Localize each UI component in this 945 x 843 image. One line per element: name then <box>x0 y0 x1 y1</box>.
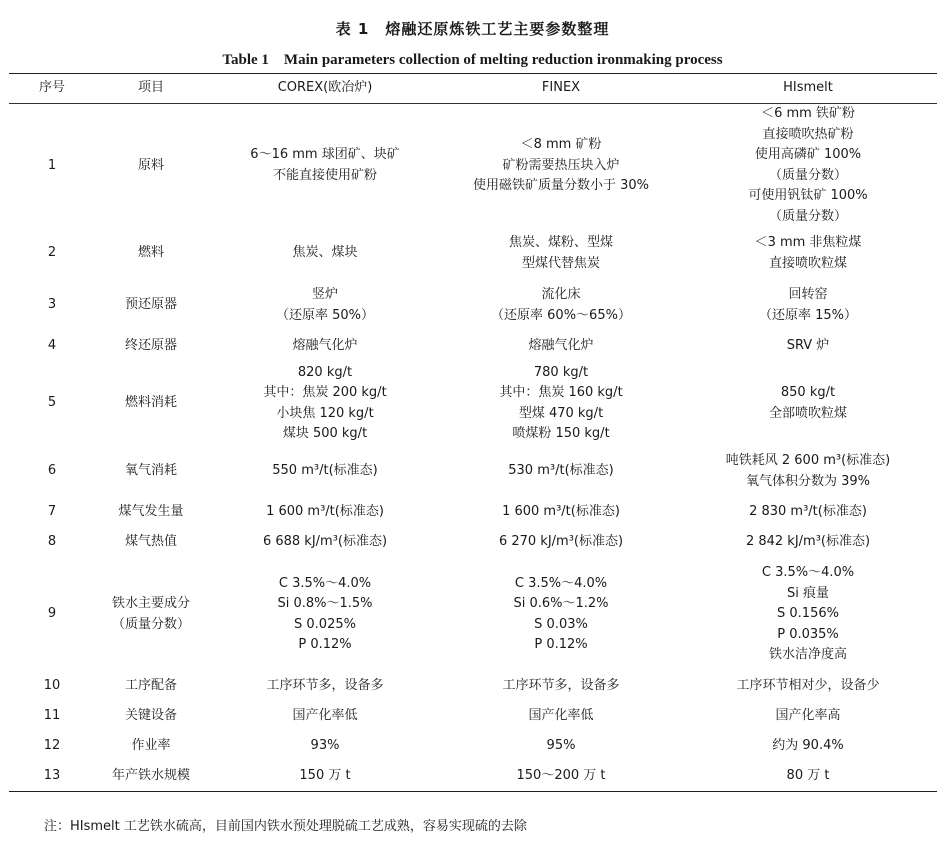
cell-no: 11 <box>43 708 61 724</box>
cell-finex <box>443 228 679 280</box>
cell-no: 9 <box>47 606 57 622</box>
cell-hismelt <box>679 362 937 446</box>
table-title-chinese: 表 1 熔融还原炼铁工艺主要参数整理 <box>335 20 610 38</box>
cell-line: 氧气体积分数为 39% <box>745 473 871 489</box>
cell-hismelt <box>679 498 937 528</box>
cell-line: 直接喷吹热矿粉 <box>762 126 854 142</box>
cell-hismelt <box>679 762 937 792</box>
cell-finex <box>443 362 679 446</box>
cell-line: （还原率 15%） <box>758 307 858 323</box>
header-hismelt: HIsmelt <box>679 74 937 104</box>
cell-corex <box>207 558 443 672</box>
table-row <box>9 104 937 228</box>
cell-line: 使用高磷矿 100% <box>754 147 862 163</box>
cell-line: 煤气热值 <box>124 534 177 550</box>
table-row <box>9 732 937 762</box>
cell-hismelt <box>679 280 937 332</box>
table-row <box>9 228 937 280</box>
cell-line: 煤块 500 kg/t <box>282 426 368 441</box>
cell-line: S 0.025% <box>294 616 356 632</box>
table-header-row <box>9 74 937 104</box>
cell-corex <box>207 528 443 558</box>
cell-corex <box>207 732 443 762</box>
cell-finex <box>443 672 679 702</box>
cell-line: 80 万 t <box>786 768 830 783</box>
cell-line: 焦炭、煤粉、型煤 <box>508 235 613 250</box>
cell-line: 550 m³/t(标准态) <box>272 463 378 479</box>
cell-corex <box>207 332 443 362</box>
cell-line: 不能直接使用矿粉 <box>272 167 377 183</box>
cell-item <box>95 228 207 280</box>
cell-finex <box>443 498 679 528</box>
cell-line: 150～200 万 t <box>516 768 606 783</box>
cell-line: 1 600 m³/t(标准态) <box>502 504 620 520</box>
cell-line: 全部喷吹粒煤 <box>768 405 847 421</box>
cell-corex <box>207 702 443 732</box>
header-item: 项目 <box>95 74 207 104</box>
cell-finex <box>443 528 679 558</box>
table-row <box>9 558 937 672</box>
cell-line: （质量分数） <box>768 167 847 183</box>
cell-item <box>95 762 207 792</box>
table-row <box>9 280 937 332</box>
cell-line: 其中：焦炭 160 kg/t <box>499 385 623 400</box>
cell-line: 型煤代替焦炭 <box>521 255 600 271</box>
header-no: 序号 <box>9 74 95 104</box>
cell-line: 煤气发生量 <box>118 504 184 520</box>
cell-line: 回转窑 <box>788 287 828 302</box>
table-row <box>9 446 937 498</box>
cell-line: 国产化率低 <box>528 708 594 724</box>
cell-line: 关键设备 <box>124 708 177 724</box>
cell-line: 150 万 t <box>299 768 351 783</box>
cell-line: 铁水主要成分 <box>111 596 190 611</box>
cell-item <box>95 332 207 362</box>
cell-line: 氧气消耗 <box>124 463 177 479</box>
cell-line: 6 270 kJ/m³(标准态) <box>498 534 624 550</box>
cell-hismelt <box>679 702 937 732</box>
cell-no: 2 <box>47 245 57 261</box>
cell-line: 喷煤粉 150 kg/t <box>512 426 610 441</box>
cell-item <box>95 528 207 558</box>
cell-line: P 0.12% <box>298 637 352 652</box>
cell-no: 1 <box>47 157 57 173</box>
cell-item <box>95 498 207 528</box>
table-row <box>9 762 937 792</box>
cell-line: 其中：焦炭 200 kg/t <box>263 385 387 400</box>
cell-line: Si 痕量 <box>787 585 829 601</box>
cell-corex <box>207 762 443 792</box>
table-row <box>9 498 937 528</box>
cell-line: 6～16 mm 球团矿、块矿 <box>250 147 400 163</box>
cell-hismelt <box>679 528 937 558</box>
cell-line: 93% <box>310 738 340 754</box>
table-row <box>9 702 937 732</box>
cell-line: 2 830 m³/t(标准态) <box>749 504 867 520</box>
cell-line: Si 0.8%～1.5% <box>277 596 373 611</box>
cell-line: C 3.5%～4.0% <box>761 565 855 581</box>
table-row <box>9 362 937 446</box>
cell-corex <box>207 104 443 228</box>
cell-hismelt <box>679 732 937 762</box>
cell-line: 工序配备 <box>124 678 177 694</box>
cell-line: Si 0.6%～1.2% <box>513 596 609 611</box>
cell-no: 12 <box>43 738 61 754</box>
table-title-english: Table 1 Main parameters collection of melting reduction ironmaking process <box>222 52 723 68</box>
cell-line: 约为 90.4% <box>772 738 844 754</box>
cell-no: 7 <box>47 504 57 520</box>
cell-hismelt <box>679 672 937 702</box>
cell-hismelt <box>679 104 937 228</box>
cell-line: 年产铁水规模 <box>111 768 190 783</box>
cell-line: 吨铁耗风 2 600 m³(标准态) <box>725 453 891 468</box>
cell-hismelt <box>679 558 937 672</box>
cell-no: 8 <box>47 534 57 550</box>
cell-finex <box>443 280 679 332</box>
table-row <box>9 528 937 558</box>
cell-item <box>95 702 207 732</box>
cell-line: ＜8 mm 矿粉 <box>520 137 602 152</box>
cell-no: 6 <box>47 463 57 479</box>
cell-line: ＜3 mm 非焦粒煤 <box>754 235 862 250</box>
cell-line: 竖炉 <box>311 287 338 302</box>
table-row <box>9 332 937 362</box>
cell-line: 530 m³/t(标准态) <box>508 463 614 479</box>
cell-line: C 3.5%～4.0% <box>278 575 372 591</box>
cell-line: 燃料 <box>137 245 164 261</box>
cell-line: SRV 炉 <box>786 338 830 354</box>
cell-line: 820 kg/t <box>297 364 353 380</box>
cell-line: S 0.03% <box>534 616 588 632</box>
cell-line: 熔融气化炉 <box>292 338 358 354</box>
cell-corex <box>207 498 443 528</box>
header-finex: FINEX <box>443 74 679 104</box>
cell-item <box>95 672 207 702</box>
cell-line: 直接喷吹粒煤 <box>768 255 847 271</box>
header-corex: COREX(欧冶炉) <box>207 74 443 104</box>
cell-line: 型煤 470 kg/t <box>518 405 604 421</box>
cell-line: 焦炭、煤块 <box>292 245 358 261</box>
cell-corex <box>207 228 443 280</box>
cell-line: 6 688 kJ/m³(标准态) <box>262 534 388 550</box>
cell-line: 原料 <box>137 157 164 173</box>
cell-finex <box>443 762 679 792</box>
cell-line: 国产化率低 <box>292 708 358 724</box>
cell-finex <box>443 104 679 228</box>
cell-line: 850 kg/t <box>780 385 836 400</box>
cell-line: P 0.12% <box>534 637 588 652</box>
parameters-table <box>9 73 937 792</box>
cell-item <box>95 558 207 672</box>
cell-line: （还原率 50%） <box>275 307 375 323</box>
cell-line: 燃料消耗 <box>124 395 177 411</box>
cell-line: C 3.5%～4.0% <box>514 575 608 591</box>
cell-line: 工序环节多，设备多 <box>266 678 384 694</box>
cell-line: ＜6 mm 铁矿粉 <box>761 106 855 122</box>
cell-line: 使用磁铁矿质量分数小于 30% <box>472 178 650 193</box>
cell-line: S 0.156% <box>777 606 839 622</box>
cell-hismelt <box>679 228 937 280</box>
cell-line: 工序环节相对少，设备少 <box>736 678 880 694</box>
cell-finex <box>443 446 679 498</box>
cell-no: 10 <box>43 678 61 694</box>
cell-corex <box>207 362 443 446</box>
cell-line: 铁水洁净度高 <box>768 647 847 663</box>
cell-finex <box>443 702 679 732</box>
cell-line: 国产化率高 <box>775 708 841 724</box>
cell-line: 95% <box>546 738 576 754</box>
cell-line: 2 842 kJ/m³(标准态) <box>745 534 871 550</box>
table-body <box>9 104 937 792</box>
cell-line: 小块焦 120 kg/t <box>276 405 374 421</box>
cell-line: 可使用钒钛矿 100% <box>748 188 868 204</box>
cell-corex <box>207 446 443 498</box>
cell-line: 作业率 <box>131 738 171 754</box>
cell-line: 预还原器 <box>124 297 177 313</box>
cell-hismelt <box>679 332 937 362</box>
cell-item <box>95 104 207 228</box>
cell-line: 熔融气化炉 <box>528 338 594 354</box>
cell-finex <box>443 732 679 762</box>
table-row <box>9 672 937 702</box>
cell-line: 流化床 <box>541 287 581 302</box>
cell-no: 4 <box>47 338 57 354</box>
cell-line: （质量分数） <box>768 208 847 224</box>
cell-line: 工序环节多，设备多 <box>502 678 620 694</box>
table-note: 注：HIsmelt 工艺铁水硫高，目前国内铁水预处理脱硫工艺成熟，容易实现硫的去除 <box>44 819 527 834</box>
cell-no: 3 <box>47 297 57 313</box>
cell-finex <box>443 558 679 672</box>
cell-hismelt <box>679 446 937 498</box>
cell-no: 13 <box>9 762 95 792</box>
cell-line: 终还原器 <box>124 338 177 354</box>
cell-corex <box>207 672 443 702</box>
cell-line: 1 600 m³/t(标准态) <box>266 504 384 520</box>
cell-line: （还原率 60%～65%） <box>491 307 631 323</box>
cell-no: 5 <box>47 395 57 411</box>
cell-item <box>95 446 207 498</box>
cell-line: 780 kg/t <box>533 364 589 380</box>
cell-item <box>95 732 207 762</box>
cell-item <box>95 362 207 446</box>
cell-line: 矿粉需要热压块入炉 <box>502 157 620 173</box>
cell-corex <box>207 280 443 332</box>
cell-line: （质量分数） <box>111 616 190 632</box>
cell-line: P 0.035% <box>777 626 839 642</box>
cell-item <box>95 280 207 332</box>
cell-finex <box>443 332 679 362</box>
